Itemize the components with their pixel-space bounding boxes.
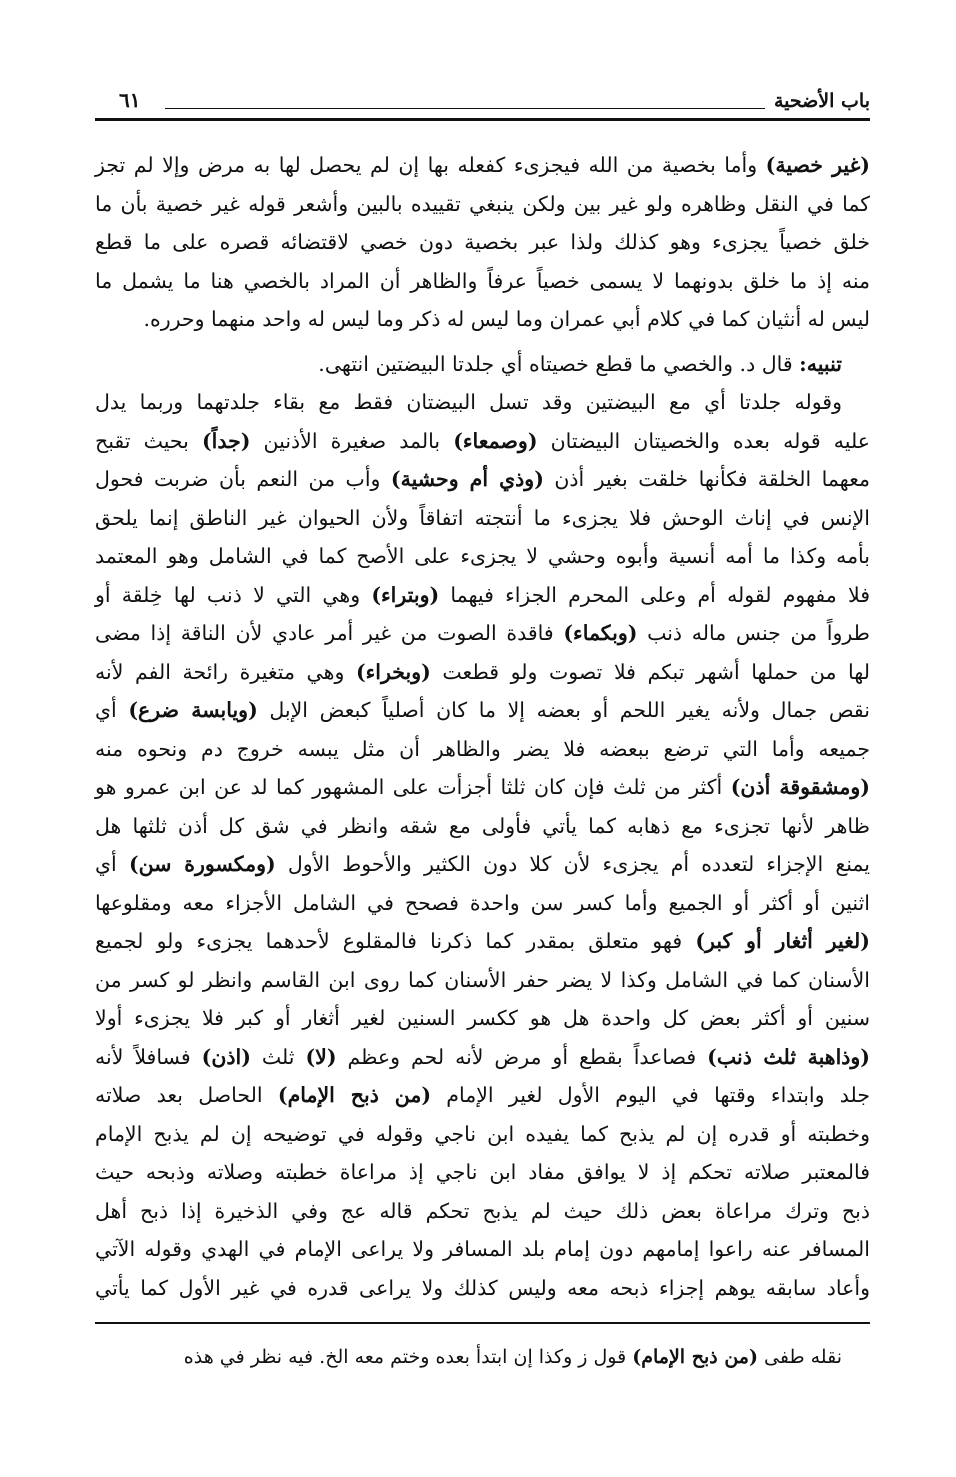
text-run: الإنس في إناث الوحش فلا يجزىء ما أنتجته اتفاقاً ولأن الحيوان غير الناطق إنما يلحق bbox=[95, 505, 870, 530]
text-line bbox=[95, 961, 870, 1000]
text-line bbox=[95, 345, 870, 384]
text-line bbox=[95, 1230, 870, 1269]
text-run: خلق خصياً يجزىء وهو كذلك ولذا عبر بخصية دون خصي لاقتضائه قصره على ما قطع bbox=[95, 230, 870, 254]
text-line bbox=[95, 460, 870, 499]
text-line bbox=[95, 999, 870, 1038]
text-run: وخطبته أو قدره إن لم يذبح كما يفيده ابن ناجي وقوله في توضيحه إن لم يذبح الإمام bbox=[95, 1121, 870, 1146]
bold-term: تنبيه: bbox=[799, 351, 842, 376]
text-run: عليه قوله بعده والخصيتان البيضتان bbox=[537, 428, 870, 453]
text-line bbox=[95, 422, 870, 461]
text-run: سنين أو أكثر بعض كل واحدة هل هو ككسر السنين لغير أثغار أو كبر فلا يجزىء أولا bbox=[95, 1006, 870, 1030]
text-run: طرواً من جنس ماله ذنب bbox=[637, 621, 870, 645]
text-run: نقص جمال ولأنه يغير اللحم أو بعضه إلا ما كان أصلياً كبعض الإبل bbox=[257, 698, 871, 722]
bold-term: (وبكماء) bbox=[563, 621, 638, 645]
bold-term: (ويابسة ضرع) bbox=[128, 698, 258, 722]
text-run: المسافر عنه راعوا إمامهم دون إمام بلد المسافر ولا يراعى الإمام في الهدي وقوله الآتي bbox=[95, 1237, 870, 1261]
text-run: الأسنان كما في الشامل وكذا لا يضر حفر الأسنان كما روى ابن القاسم وانظر لو كسر من bbox=[95, 967, 870, 992]
text-run: كما في النقل وظاهره ولو غير بين ولكن ينبغي تقييده بالبين وأشعر قوله غير خصية بأن ما bbox=[95, 191, 870, 216]
text-run: معهما الخلقة فكأنها خلقت بغير أذن bbox=[543, 467, 870, 491]
footnote bbox=[95, 1340, 870, 1374]
header-rule bbox=[165, 108, 765, 109]
text-run: ثلث bbox=[250, 1044, 306, 1069]
text-line bbox=[95, 499, 870, 538]
text-line bbox=[95, 383, 870, 422]
text-run: منه إذ ما خلق بدونهما لا يسمى خصياً عرفاً والظاهر أن المراد بالخصي هنا ما يشمل ما bbox=[95, 268, 870, 293]
text-line bbox=[95, 768, 870, 807]
footnote-divider bbox=[95, 1322, 870, 1324]
text-line bbox=[95, 300, 870, 339]
text-run: ليس له أنثيان كما في كلام أبي عمران وما ليس له ذكر وما ليس له واحد منهما وحرره. bbox=[143, 307, 870, 331]
chapter-title: باب الأضحية bbox=[773, 90, 870, 112]
text-line bbox=[95, 1269, 870, 1308]
page-number: ٦١ bbox=[119, 88, 141, 112]
header-divider bbox=[95, 118, 870, 121]
text-line bbox=[95, 1153, 870, 1192]
bold-term: (جداً) bbox=[201, 428, 251, 453]
main-text bbox=[95, 146, 870, 1307]
text-run: وأب من النعم بأن ضربت فحول bbox=[95, 467, 391, 491]
text-line bbox=[95, 537, 870, 576]
text-line bbox=[95, 807, 870, 846]
text-run: فاقدة الصوت من غير أمر عادي لأن الناقة إذا مضى bbox=[95, 621, 564, 645]
text-run: اثنين أو أكثر أو الجميع وأما كسر سن واحدة فصحح في الشامل الأجزاء معه ومقلوعها bbox=[95, 890, 870, 915]
text-run: قال د. والخصي ما قطع خصيتاه أي جلدتا البيضتين انتهى. bbox=[318, 351, 800, 376]
bold-term: (وذاهبة ثلث ذنب) bbox=[707, 1044, 870, 1069]
text-line bbox=[95, 653, 870, 692]
text-run: أكثر من ثلث فإن كان ثلثا أجزأت على المشهور كما لد عن ابن عمرو هو bbox=[95, 775, 731, 799]
text-line bbox=[95, 845, 870, 884]
bold-term: (وبخراء) bbox=[355, 659, 431, 684]
text-run: ظاهر لأنها تجزىء مع ذهابه كما يأتي فأولى مع شقه وانظر في شق كل أذن ثلثها هل bbox=[95, 813, 870, 838]
text-line bbox=[95, 185, 870, 224]
bold-term: (غير خصية) bbox=[765, 153, 870, 177]
text-run: لها من حملها أشهر تبكم فلا تصوت ولو قطعت bbox=[430, 659, 870, 684]
bold-term: (ومكسورة سن) bbox=[128, 852, 276, 876]
text-line bbox=[95, 146, 870, 185]
text-run: بحيث تقبح bbox=[95, 428, 202, 453]
text-line bbox=[95, 1115, 870, 1154]
text-line bbox=[95, 1038, 870, 1077]
bold-term: (لا) bbox=[305, 1044, 337, 1069]
text-run: قول ز وكذا إن ابتدأ بعده وختم معه الخ. فيه نظر في هذه bbox=[183, 1346, 633, 1368]
text-line bbox=[95, 1076, 870, 1115]
text-run: فهو متعلق بمقدر كما ذكرنا فالمقلوع لأحدهما يجزىء ولو لجميع bbox=[95, 929, 696, 953]
text-run: الحاصل بعد صلاته bbox=[95, 1083, 278, 1107]
text-line bbox=[95, 614, 870, 653]
text-run: وهي متغيرة رائحة الفم لأنه bbox=[95, 659, 356, 684]
text-run: جميعه وأما التي ترضع ببعضه فلا يضر والظاهر أن مثل يبسه خروج دم ونحوه منه bbox=[95, 736, 870, 761]
bold-term: (وصمعاء) bbox=[453, 428, 538, 453]
text-run: وأما بخصية من الله فيجزىء كفعله بها إن لم يحصل لها به مرض وإلا لم تجز bbox=[95, 153, 766, 177]
text-run: نقله طفى bbox=[757, 1346, 842, 1368]
text-run: فالمعتبر صلاته تحكم إذ لا يوافق مفاد ابن ناجي إذ مراعاة خطبته وصلاته وذبحه حيث bbox=[95, 1160, 870, 1184]
bold-term: (وبتراء) bbox=[371, 582, 440, 607]
text-line bbox=[95, 262, 870, 301]
text-run: أي bbox=[95, 852, 129, 876]
text-run: ذبح وترك مراعاة بعض ذلك حيث لم يذبح تحكم قاله عج وفي الذخيرة إذا ذبح أهل bbox=[95, 1198, 870, 1223]
running-header bbox=[95, 88, 870, 118]
text-line bbox=[95, 223, 870, 262]
text-run: وأعاد سابقه يوهم إجزاء ذبحه معه وليس كذلك ولا يراعى قدره في غير الأول كما يأتي bbox=[95, 1275, 870, 1300]
bold-term: (من ذبح الإمام) bbox=[632, 1346, 758, 1368]
text-run: يمنع الإجزاء لتعدده أم يجزىء لأن كلا دون الكثير والأحوط الأول bbox=[275, 852, 870, 876]
text-run: جلد وابتداء وقتها في اليوم الأول لغير الإمام bbox=[431, 1083, 871, 1107]
text-line bbox=[95, 884, 870, 923]
text-run: وقوله جلدتا أي مع البيضتين وقد تسل البيضتان فقط مع بقاء جلدتهما وربما يدل bbox=[95, 390, 842, 414]
text-run: فسافلاً لأنه bbox=[95, 1044, 202, 1069]
bold-term: (من ذبح الإمام) bbox=[277, 1083, 432, 1107]
text-line bbox=[95, 691, 870, 730]
text-run: بالمد صغيرة الأذنين bbox=[250, 428, 454, 453]
bold-term: (اذن) bbox=[201, 1044, 251, 1069]
text-run: فصاعداً بقطع أو مرض لأنه لحم وعظم bbox=[336, 1044, 708, 1069]
text-run: وهي التي لا ذنب لها خِلقة أو bbox=[95, 582, 372, 607]
bold-term: (ومشقوقة أذن) bbox=[730, 775, 870, 799]
text-run: بأمه وكذا ما أمه أنسية وأبوه وحشي لا يجزىء على الأصح كما في الشامل وهو المعتمد bbox=[95, 544, 870, 568]
bold-term: (وذي أم وحشية) bbox=[390, 467, 544, 491]
text-line bbox=[95, 1192, 870, 1231]
text-run: فلا مفهوم لقوله أم وعلى المحرم الجزاء فيهما bbox=[439, 582, 870, 607]
bold-term: (لغير أثغار أو كبر) bbox=[695, 929, 870, 953]
text-line bbox=[95, 730, 870, 769]
text-line bbox=[95, 576, 870, 615]
text-run: أي bbox=[95, 698, 129, 722]
text-line bbox=[95, 922, 870, 961]
